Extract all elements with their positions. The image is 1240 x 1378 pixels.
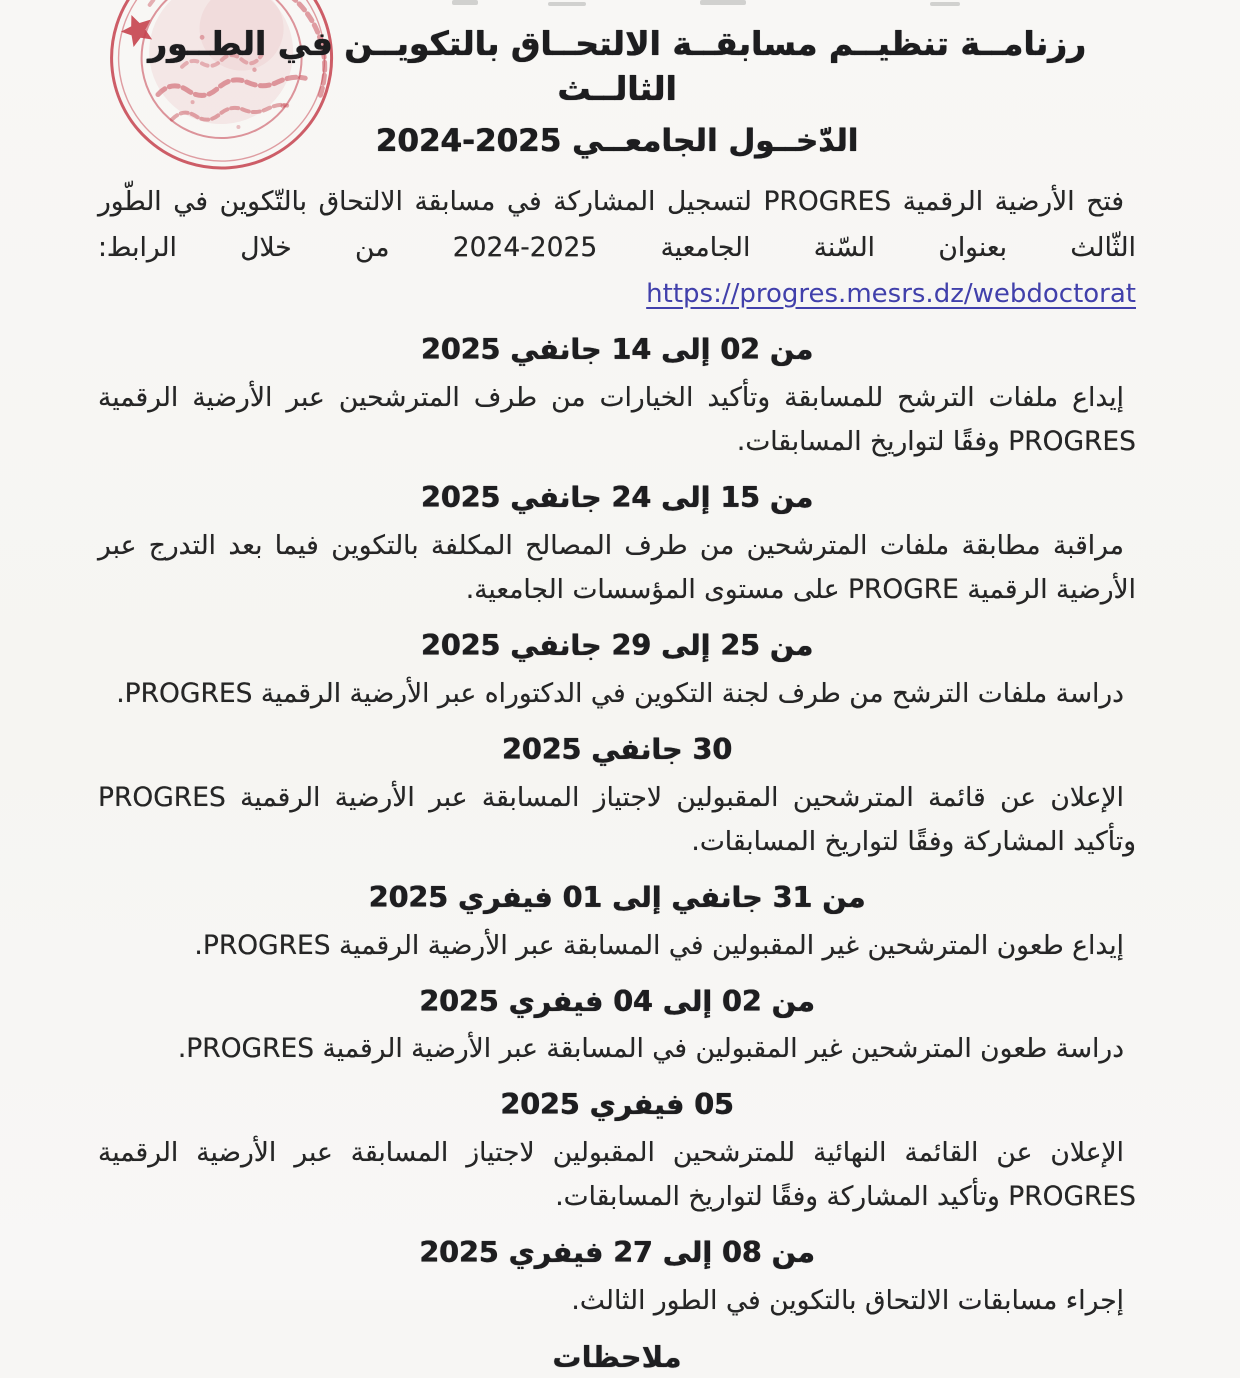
date-heading: من 15 إلى 24 جانفي 2025 bbox=[420, 481, 814, 515]
calendar-section-3 bbox=[98, 626, 1136, 716]
progres-link[interactable]: https://progres.mesrs.dz/webdoctorat bbox=[646, 278, 1136, 309]
date-heading: 05 فيفري 2025 bbox=[500, 1088, 734, 1122]
section-body: مراقبة مطابقة ملفات المترشحين من طرف المصالح المكلفة بالتكوين فيما بعد التدرج عبر الأرضية الرقمية PROGRE على مستوى المؤسسات الجامعية. bbox=[98, 530, 1136, 605]
section-body: الإعلان عن القائمة النهائية للمترشحين المقبولين لاجتياز المسابقة عبر الأرضية الرقمية PROGRES وتأكيد المشاركة وفقًا لتواريخ المسابقات. bbox=[98, 1137, 1136, 1213]
date-heading: من 02 إلى 04 فيفري 2025 bbox=[419, 984, 815, 1018]
calendar-section-2 bbox=[98, 478, 1136, 612]
calendar-section-1 bbox=[98, 330, 1136, 464]
section-body: الإعلان عن قائمة المترشحين المقبولين لاجتياز المسابقة عبر الأرضية الرقمية PROGRES وتأكيد المشاركة وفقًا لتواريخ المسابقات. bbox=[98, 781, 1136, 857]
calendar-section-8 bbox=[98, 1233, 1136, 1323]
date-heading: من 31 جانفي إلى 01 فيفري 2025 bbox=[368, 880, 866, 914]
notes-heading: ملاحظات bbox=[552, 1340, 682, 1375]
calendar-section-6 bbox=[98, 982, 1136, 1072]
section-body: إيداع ملفات الترشح للمسابقة وتأكيد الخيارات من طرف المترشحين عبر الأرضية الرقمية PROGRES وفقًا لتواريخ المسابقات. bbox=[98, 382, 1136, 458]
section-body: إجراء مسابقات الالتحاق بالتكوين في الطور الثالث. bbox=[571, 1285, 1124, 1317]
calendar-section-5 bbox=[98, 878, 1136, 968]
section-body: إيداع طعون المترشحين غير المقبولين في المسابقة عبر الأرضية الرقمية PROGRES. bbox=[194, 929, 1124, 961]
calendar-section-4 bbox=[98, 730, 1136, 864]
intro-paragraph bbox=[98, 179, 1136, 316]
section-body: دراسة ملفات الترشح من طرف لجنة التكوين في الدكتوراه عبر الأرضية الرقمية PROGRES. bbox=[116, 677, 1124, 709]
date-heading: من 25 إلى 29 جانفي 2025 bbox=[420, 628, 814, 662]
date-heading: من 08 إلى 27 فيفري 2025 bbox=[419, 1236, 815, 1270]
document-title-line2: الدّخــول الجامعــي 2025-2024 bbox=[375, 123, 859, 160]
date-heading: من 02 إلى 14 جانفي 2025 bbox=[420, 333, 814, 367]
date-heading: 30 جانفي 2025 bbox=[501, 732, 733, 766]
document-title-line1: رزنامــة تنظيــم مسابقــة الالتحــاق بالتكويــن في الطــور الثالــث bbox=[148, 24, 1086, 108]
document-header bbox=[98, 22, 1136, 161]
section-body: دراسة طعون المترشحين غير المقبولين في المسابقة عبر الأرضية الرقمية PROGRES. bbox=[177, 1033, 1124, 1065]
calendar-section-7 bbox=[98, 1085, 1136, 1219]
intro-text: فتح الأرضية الرقمية PROGRES لتسجيل المشاركة في مسابقة الالتحاق بالتّكوين في الطّور الثّالث بعنوان السّنة الجامعية 2025-2024 من خلال الرابط: bbox=[98, 186, 1136, 263]
